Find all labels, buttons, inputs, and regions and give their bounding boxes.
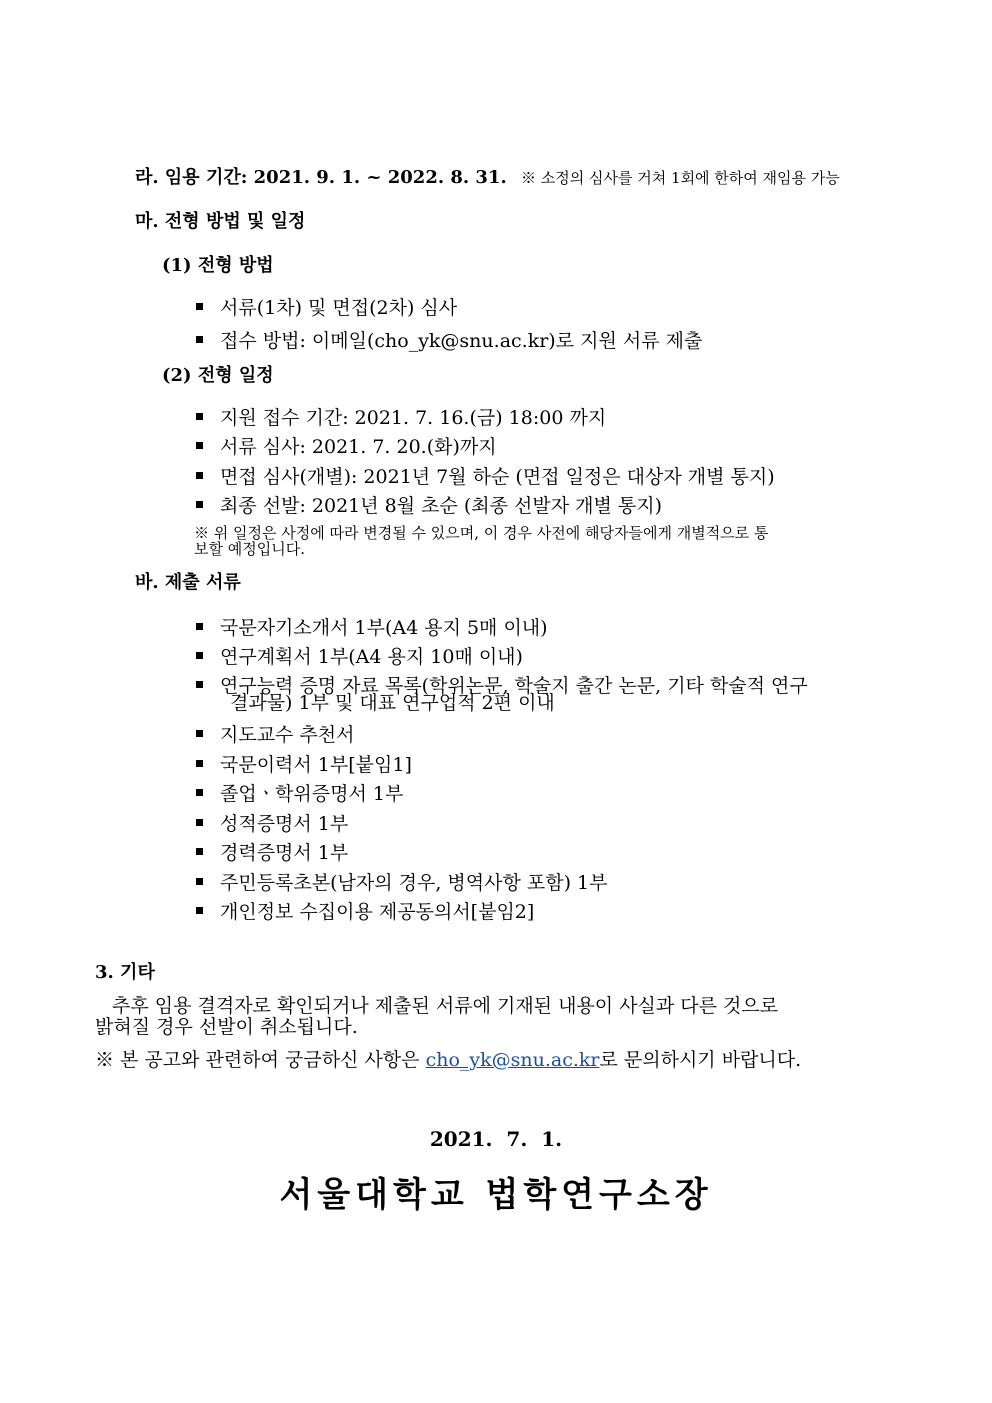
bullet-icon [196,907,203,914]
bullet-icon [196,623,203,630]
bullet-icon [196,303,203,310]
signature: 서울대학교 법학연구소장 [279,1175,713,1215]
documents-heading: 바. 제출 서류 [135,572,241,593]
bullet-icon [196,336,203,343]
document-item: 연구능력 증명 자료 목록(학위논문, 학술지 출간 논문, 기타 학술적 연구 [220,675,808,697]
announcement-date: 2021. 7. 1. [429,1127,563,1151]
other-heading: 3. 기타 [95,962,155,983]
schedule-note: ※ 위 일정은 사정에 따라 변경될 수 있으며, 이 경우 사전에 해당자들에게 개별적으로 통 [194,524,769,542]
bullet-icon [196,442,203,449]
document-item: 국문자기소개서 1부(A4 용지 5매 이내) [220,617,548,639]
appointment-period-label: 라. 임용 기간: 2021. 9. 1. ~ 2022. 8. 31. [135,167,507,188]
reappointment-note: ※ 소정의 심사를 거쳐 1회에 한하여 재임용 가능 [521,169,840,187]
document-item: 성적증명서 1부 [220,813,349,835]
contact-line [95,1045,801,1072]
bullet-icon [196,730,203,737]
document-item: 경력증명서 1부 [220,842,349,864]
bullet-icon [196,760,203,767]
bullet-icon [196,848,203,855]
schedule-item: 지원 접수 기간: 2021. 7. 16.(금) 18:00 까지 [220,407,607,429]
document-item-cont: 결과물) 1부 및 대표 연구업적 2편 이내 [230,692,555,714]
schedule-note-cont: 보할 예정입니다. [194,540,305,558]
bullet-icon [196,413,203,420]
document-item: 연구계획서 1부(A4 용지 10매 이내) [220,646,523,668]
document-item: 주민등록초본(남자의 경우, 병역사항 포함) 1부 [220,872,608,894]
bullet-icon [196,652,203,659]
bullet-icon [196,789,203,796]
contact-email-link[interactable]: cho_yk@snu.ac.kr [425,1049,600,1071]
bullet-icon [196,878,203,885]
selection-heading: 마. 전형 방법 및 일정 [135,211,306,232]
other-paragraph: 추후 임용 결격자로 확인되거나 제출된 서류에 기재된 내용이 사실과 다른 것으로 [112,995,779,1017]
document-item: 국문이력서 1부[붙임1] [220,754,412,776]
schedule-heading: (2) 전형 일정 [162,365,274,386]
other-paragraph-cont: 밝혀질 경우 선발이 취소됩니다. [95,1016,358,1038]
bullet-icon [196,681,203,688]
schedule-item: 서류 심사: 2021. 7. 20.(화)까지 [220,436,497,458]
document-item: 졸업ㆍ학위증명서 1부 [220,783,404,805]
appointment-period [135,163,840,189]
schedule-item: 최종 선발: 2021년 8월 초순 (최종 선발자 개별 통지) [220,495,663,517]
method-item: 접수 방법: 이메일(cho_yk@snu.ac.kr)로 지원 서류 제출 [220,330,703,352]
document-item: 지도교수 추천서 [220,724,355,746]
bullet-icon [196,819,203,826]
method-item: 서류(1차) 및 면접(2차) 심사 [220,297,458,319]
bullet-icon [196,501,203,508]
method-heading: (1) 전형 방법 [162,255,274,276]
contact-suffix: 로 문의하시기 바랍니다. [599,1049,802,1071]
bullet-icon [196,472,203,479]
schedule-item: 면접 심사(개별): 2021년 7월 하순 (면접 일정은 대상자 개별 통지) [220,466,775,488]
document-item: 개인정보 수집이용 제공동의서[붙임2] [220,901,535,923]
contact-prefix: ※ 본 공고와 관련하여 궁금하신 사항은 [95,1049,426,1071]
